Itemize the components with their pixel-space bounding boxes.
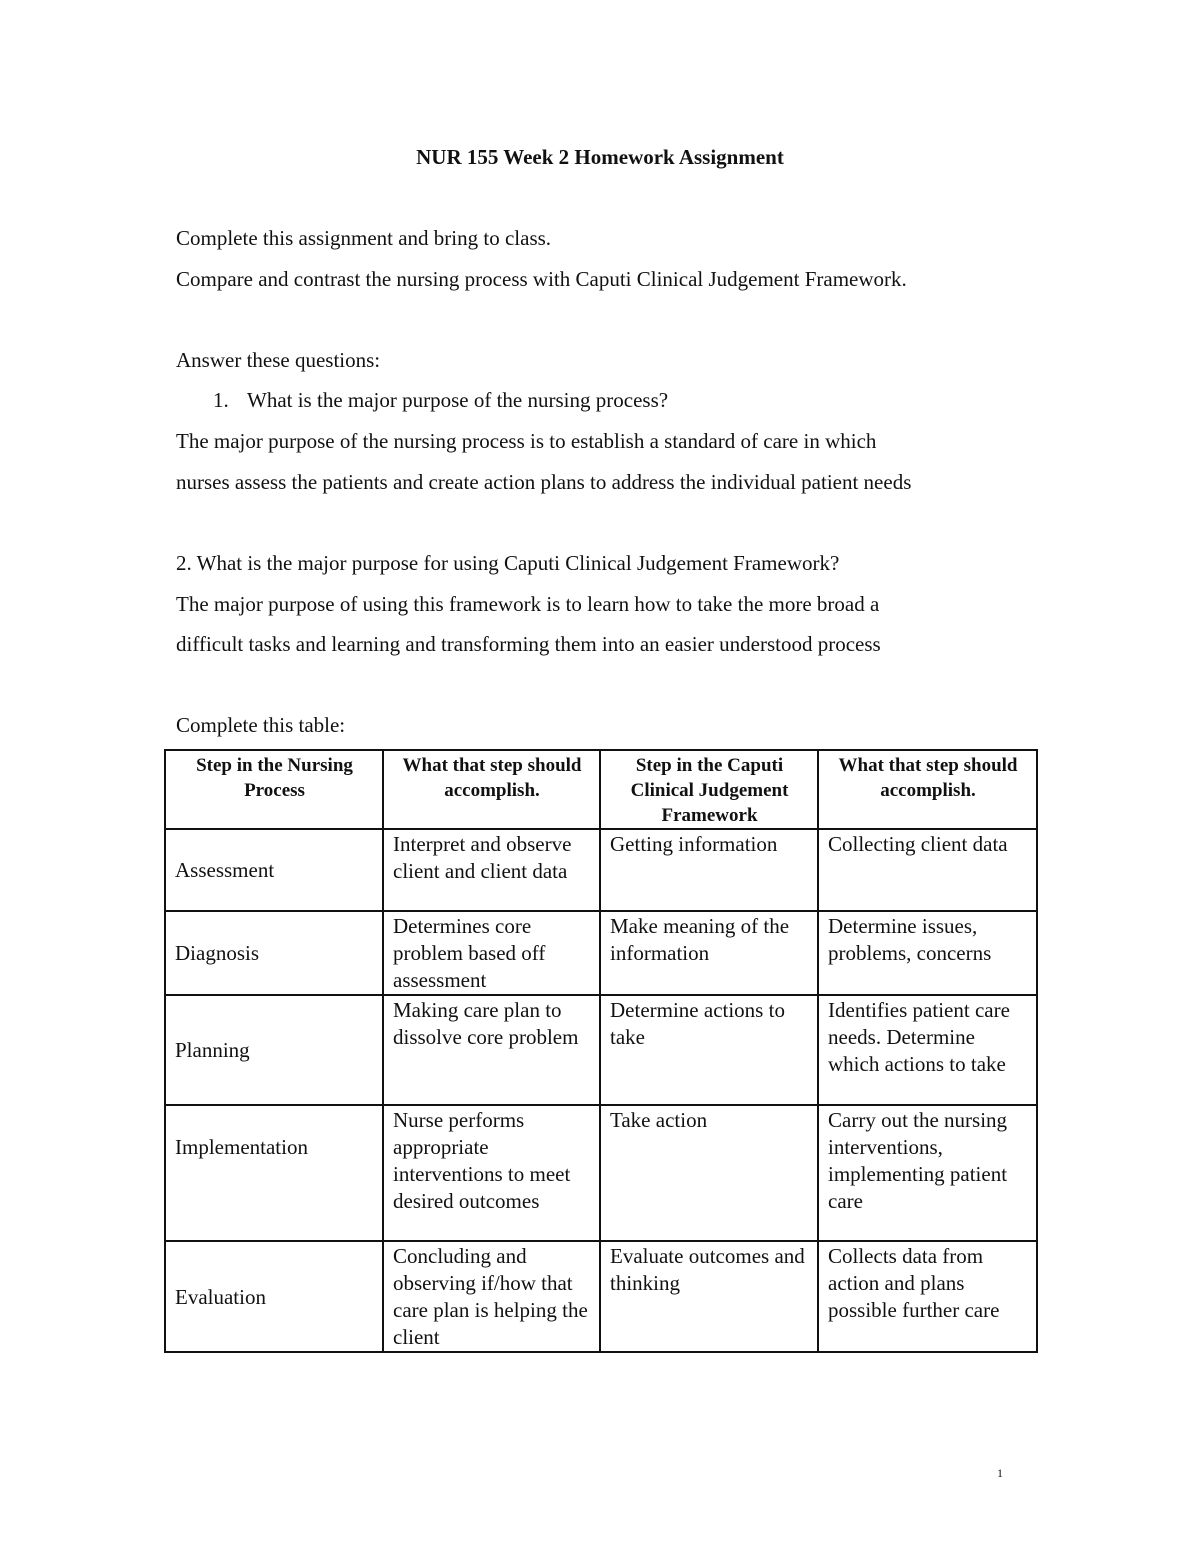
table-row xyxy=(165,995,1037,1105)
nursing-accomplish-cell: Determines core problem based off assessment xyxy=(383,911,600,995)
nursing-step-cell: Planning xyxy=(165,995,383,1105)
caputi-step-cell: Make meaning of the information xyxy=(600,911,818,995)
question-1 xyxy=(213,386,668,414)
question-2-text: 2. What is the major purpose for using Caputi Clinical Judgement Framework? xyxy=(176,551,840,575)
caputi-step-cell: Getting information xyxy=(600,829,818,911)
table-row xyxy=(165,1241,1037,1352)
header-nursing-accomplish: What that step should accomplish. xyxy=(383,750,600,829)
nursing-step-cell: Assessment xyxy=(165,829,383,911)
table-row xyxy=(165,911,1037,995)
page-number: 1 xyxy=(997,1466,1003,1480)
intro-line-1: Complete this assignment and bring to class. xyxy=(176,226,552,250)
nursing-step-cell: Implementation xyxy=(165,1105,383,1241)
table-prompt: Complete this table: xyxy=(176,713,346,737)
questions-prompt: Answer these questions: xyxy=(176,348,381,372)
header-caputi-accomplish: What that step should accomplish. xyxy=(818,750,1037,829)
table-row xyxy=(165,1105,1037,1241)
nursing-step-cell: Evaluation xyxy=(165,1241,383,1352)
nursing-accomplish-cell: Nurse performs appropriate interventions to meet desired outcomes xyxy=(383,1105,600,1241)
document-title: NUR 155 Week 2 Homework Assignment xyxy=(416,145,784,169)
caputi-step-cell: Determine actions to take xyxy=(600,995,818,1105)
caputi-accomplish-cell: Carry out the nursing interventions, implementing patient care xyxy=(818,1105,1037,1241)
table-row xyxy=(165,829,1037,911)
caputi-accomplish-cell: Collects data from action and plans possible further care xyxy=(818,1241,1037,1352)
table-header-row xyxy=(165,750,1037,829)
answer-2-line-2: difficult tasks and learning and transforming them into an easier understood process xyxy=(176,632,881,656)
nursing-accomplish-cell: Making care plan to dissolve core problem xyxy=(383,995,600,1105)
question-1-text: What is the major purpose of the nursing process? xyxy=(247,388,669,412)
caputi-step-cell: Take action xyxy=(600,1105,818,1241)
nursing-step-cell: Diagnosis xyxy=(165,911,383,995)
comparison-table xyxy=(164,749,1038,1353)
answer-1-line-1: The major purpose of the nursing process is to establish a standard of care in which xyxy=(176,429,877,453)
header-caputi-step: Step in the Caputi Clinical Judgement Framework xyxy=(600,750,818,829)
answer-2-line-1: The major purpose of using this framework is to learn how to take the more broad a xyxy=(176,592,880,616)
question-1-number: 1. xyxy=(213,388,229,412)
intro-line-2: Compare and contrast the nursing process with Caputi Clinical Judgement Framework. xyxy=(176,267,907,291)
caputi-accomplish-cell: Collecting client data xyxy=(818,829,1037,911)
answer-1-line-2: nurses assess the patients and create action plans to address the individual patient needs xyxy=(176,470,912,494)
caputi-step-cell: Evaluate outcomes and thinking xyxy=(600,1241,818,1352)
nursing-accomplish-cell: Concluding and observing if/how that care plan is helping the client xyxy=(383,1241,600,1352)
header-nursing-step: Step in the Nursing Process xyxy=(165,750,383,829)
caputi-accomplish-cell: Identifies patient care needs. Determine which actions to take xyxy=(818,995,1037,1105)
caputi-accomplish-cell: Determine issues, problems, concerns xyxy=(818,911,1037,995)
nursing-accomplish-cell: Interpret and observe client and client data xyxy=(383,829,600,911)
